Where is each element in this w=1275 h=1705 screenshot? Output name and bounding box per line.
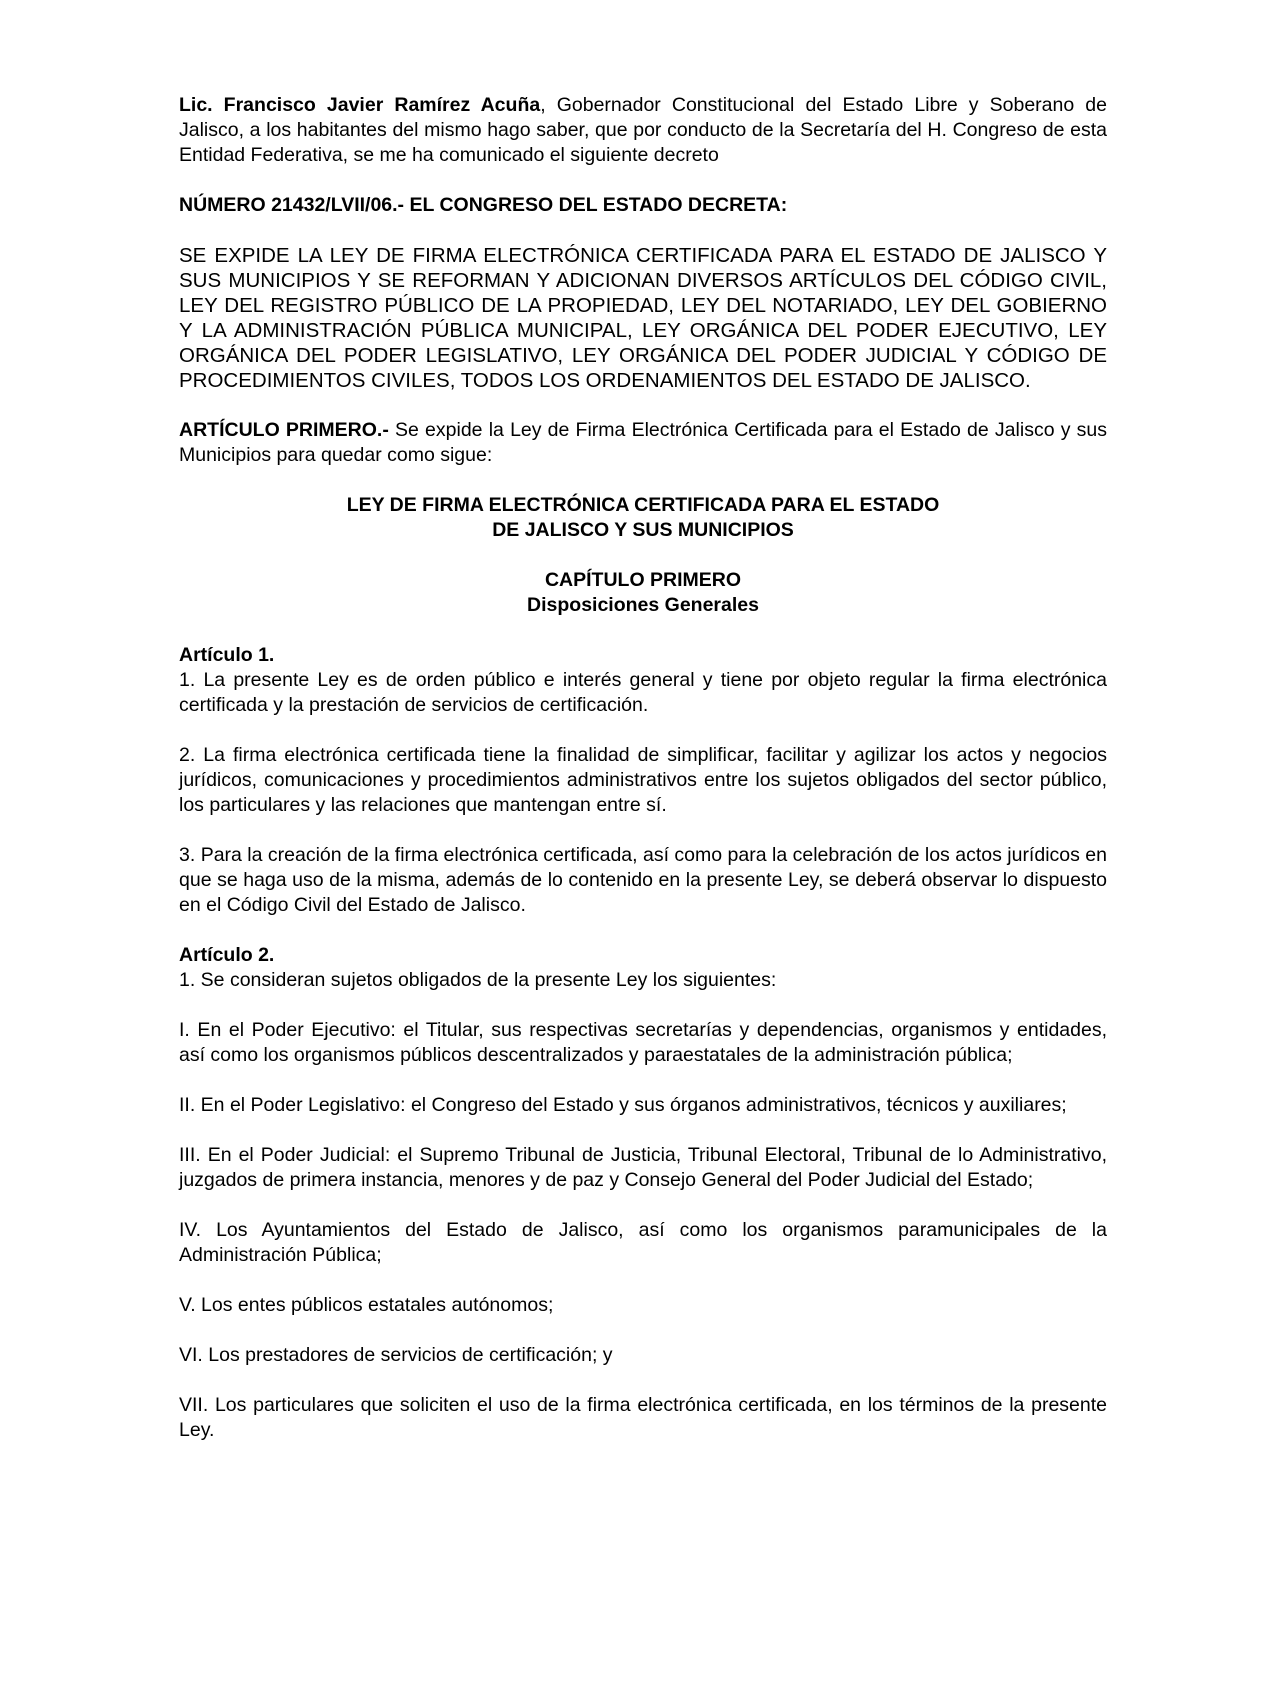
article-1-paragraph-1: 1. La presente Ley es de orden público e interés general y tiene por objeto regular la firma electrónica certificada y la prestación de servicios de certificación.: [179, 669, 1107, 716]
decree-summary: SE EXPIDE LA LEY DE FIRMA ELECTRÓNICA CERTIFICADA PARA EL ESTADO DE JALISCO Y SUS MUNICIPIOS Y SE REFORMAN Y ADICIONAN DIVERSOS ARTÍCULOS DEL CÓDIGO CIVIL, LEY DEL REGISTRO PÚBLICO DE LA PROPIEDAD, LEY DEL NOTARIADO, LEY DEL GOBIERNO Y LA ADMINISTRACIÓN PÚBLICA MUNICIPAL, LEY ORGÁNICA DEL PODER EJECUTIVO, LEY ORGÁNICA DEL PODER LEGISLATIVO, LEY ORGÁNICA DEL PODER JUDICIAL Y CÓDIGO DE PROCEDIMIENTOS CIVILES, TODOS LOS ORDENAMIENTOS DEL ESTADO DE JALISCO.: [179, 244, 1107, 392]
article-2-heading: Artículo 2.: [179, 944, 275, 966]
chapter-title: CAPÍTULO PRIMERO: [544, 569, 742, 591]
article-2-item: I. En el Poder Ejecutivo: el Titular, sus respectivas secretarías y dependencias, organismos y entidades, así como los organismos públicos descentralizados y paraestatales de la administración pública;: [179, 1019, 1107, 1066]
article-2-item: II. En el Poder Legislativo: el Congreso del Estado y sus órganos administrativos, técnicos y auxiliares;: [179, 1094, 1067, 1116]
article-first-text: Se expide la Ley de Firma Electrónica Certificada para el Estado de Jalisco y sus Municipios para quedar como sigue:: [179, 419, 1107, 466]
article-1-paragraph-2: 2. La firma electrónica certificada tiene la finalidad de simplificar, facilitar y agilizar los actos y negocios jurídicos, comunicaciones y procedimientos administrativos entre los sujetos obligados del sector público, los particulares y las relaciones que mantengan entre sí.: [179, 744, 1107, 816]
law-title-line-1: LEY DE FIRMA ELECTRÓNICA CERTIFICADA PARA EL ESTADO: [346, 494, 940, 516]
article-2-intro: 1. Se consideran sujetos obligados de la presente Ley los siguientes:: [179, 969, 777, 991]
article-first-paragraph: [179, 418, 1107, 468]
article-1-paragraph-3: 3. Para la creación de la firma electrónica certificada, así como para la celebración de los actos jurídicos en que se haga uso de la misma, además de lo contenido en la presente Ley, se deberá observar lo dispuesto en el Código Civil del Estado de Jalisco.: [179, 844, 1107, 916]
article-2-item: VI. Los prestadores de servicios de certificación; y: [179, 1344, 613, 1366]
governor-name: Lic. Francisco Javier Ramírez Acuña: [179, 94, 541, 116]
document-page: [179, 93, 1107, 1468]
law-title-line-2: DE JALISCO Y SUS MUNICIPIOS: [492, 519, 794, 541]
article-2-item: VII. Los particulares que soliciten el uso de la firma electrónica certificada, en los términos de la presente Ley.: [179, 1394, 1107, 1441]
chapter-subtitle: Disposiciones Generales: [527, 594, 759, 616]
decree-number: NÚMERO 21432/LVII/06.- EL CONGRESO DEL ESTADO DECRETA:: [179, 194, 788, 216]
intro-text: , Gobernador Constitucional del Estado Libre y Soberano de Jalisco, a los habitantes del mismo hago saber, que por conducto de la Secretaría del H. Congreso de esta Entidad Federativa, se me ha comunicado el siguiente decreto: [179, 94, 1107, 166]
article-1-heading: Artículo 1.: [179, 644, 275, 666]
article-2-item: IV. Los Ayuntamientos del Estado de Jalisco, así como los organismos paramunicipales de la Administración Pública;: [179, 1219, 1107, 1266]
article-first-label: ARTÍCULO PRIMERO.-: [179, 419, 389, 441]
article-2-item: III. En el Poder Judicial: el Supremo Tribunal de Justicia, Tribunal Electoral, Tribunal de lo Administrativo, juzgados de primera instancia, menores y de paz y Consejo General del Poder Judicial del Estado;: [179, 1144, 1107, 1191]
intro-paragraph: [179, 93, 1107, 168]
article-2-item: V. Los entes públicos estatales autónomos;: [179, 1294, 554, 1316]
